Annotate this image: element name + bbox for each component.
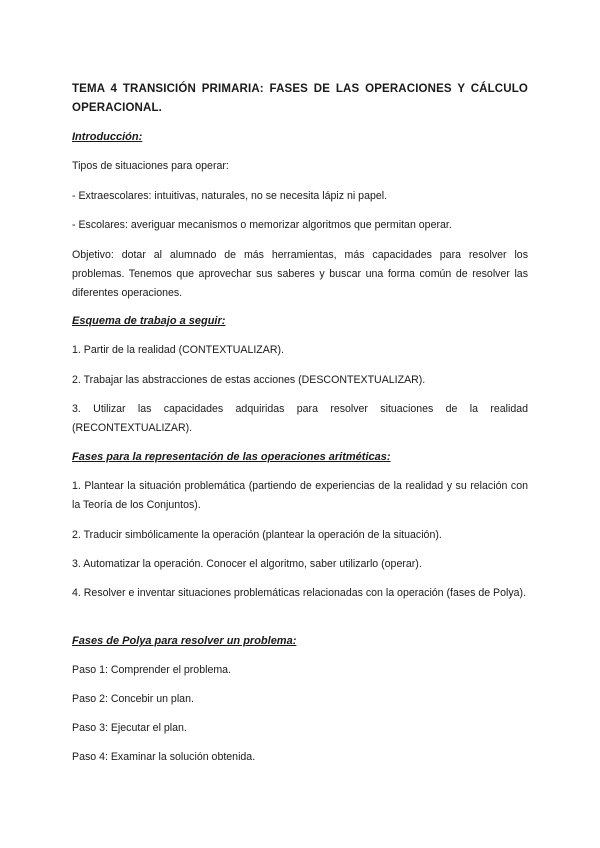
polya-heading: Fases de Polya para resolver un problema: bbox=[72, 635, 297, 647]
fases-item: 1. Plantear la situación problemática (partiendo de experiencias de la realidad y su relación con la Teoría de los Conjuntos). bbox=[72, 480, 528, 511]
intro-objective-paragraph: Objetivo: dotar al alumnado de más herramientas, más capacidades para resolver los problemas. Tenemos que aprovechar sus saberes y buscar una forma común de resolver las diferentes operaciones. bbox=[72, 249, 528, 299]
fases-heading: Fases para la representación de las operaciones aritméticas: bbox=[72, 451, 391, 463]
fases-item: 3. Automatizar la operación. Conocer el algoritmo, saber utilizarlo (operar). bbox=[72, 558, 422, 570]
intro-paragraph-2: - Extraescolares: intuitivas, naturales, no se necesita lápiz ni papel. bbox=[72, 190, 388, 202]
intro-paragraph-3: - Escolares: averiguar mecanismos o memorizar algoritmos que permitan operar. bbox=[72, 219, 452, 231]
polya-item: Paso 4: Examinar la solución obtenida. bbox=[72, 751, 256, 763]
intro-paragraph-1: Tipos de situaciones para operar: bbox=[72, 160, 229, 172]
intro-heading: Introducción: bbox=[72, 131, 143, 143]
fases-item: 2. Traducir simbólicamente la operación (plantear la operación de la situación). bbox=[72, 529, 442, 541]
polya-item: Paso 2: Concebir un plan. bbox=[72, 693, 194, 705]
esquema-item: 2. Trabajar las abstracciones de estas acciones (DESCONTEXTUALIZAR). bbox=[72, 374, 426, 386]
page-title: TEMA 4 TRANSICIÓN PRIMARIA: FASES DE LAS OPERACIONES Y CÁLCULO OPERACIONAL. bbox=[72, 83, 528, 114]
fases-item: 4. Resolver e inventar situaciones problemáticas relacionadas con la operación (fases de Polya). bbox=[72, 587, 527, 599]
polya-item: Paso 3: Ejecutar el plan. bbox=[72, 722, 187, 734]
polya-item: Paso 1: Comprender el problema. bbox=[72, 664, 231, 676]
esquema-item: 1. Partir de la realidad (CONTEXTUALIZAR). bbox=[72, 344, 284, 356]
esquema-item: 3. Utilizar las capacidades adquiridas para resolver situaciones de la realidad (RECONTEXTUALIZAR). bbox=[72, 403, 528, 434]
esquema-heading: Esquema de trabajo a seguir: bbox=[72, 315, 226, 327]
